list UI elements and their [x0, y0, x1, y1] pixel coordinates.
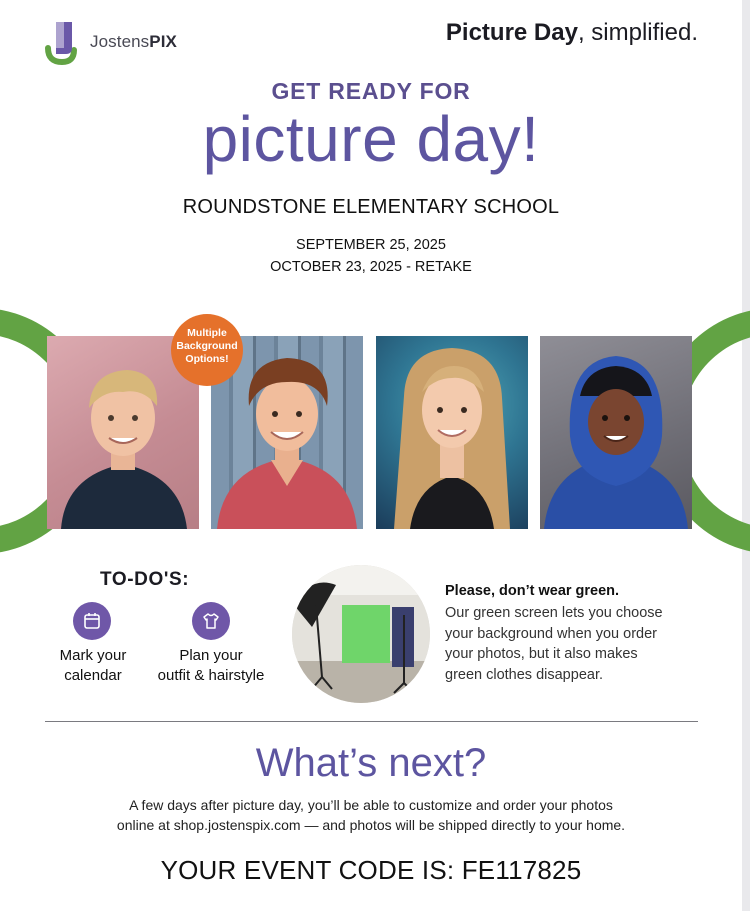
section-divider — [45, 721, 698, 722]
no-green-explanation: Our green screen lets you choose your background when you order your photos, but it also makes green clothes disappear. — [445, 605, 663, 683]
jostens-logo-icon — [42, 18, 82, 66]
picture-date: SEPTEMBER 25, 2025 — [296, 237, 446, 253]
school-name: ROUNDSTONE ELEMENTARY SCHOOL — [182, 196, 560, 218]
student-portrait-4 — [540, 336, 692, 529]
todo-heading: TO-DO'S: — [100, 569, 190, 590]
studio-setup-icon — [292, 565, 430, 703]
no-green-heading: Please, don’t wear green. — [445, 583, 620, 599]
green-screen-studio-photo — [292, 565, 430, 703]
calendar-icon — [73, 602, 111, 640]
shirt-icon — [192, 602, 230, 640]
student-portrait-3 — [376, 336, 528, 529]
page-title: picture day! — [202, 103, 540, 175]
logo-wordmark: JostensPIX — [90, 32, 177, 51]
student-photo-3 — [376, 336, 528, 529]
todo-item-outfit: Plan your outfit & hairstyle — [157, 647, 265, 684]
event-code: YOUR EVENT CODE IS: FE117825 — [160, 855, 582, 885]
student-photo-4 — [540, 336, 692, 529]
retake-date: OCTOBER 23, 2025 - RETAKE — [270, 259, 472, 275]
kicker-heading: GET READY FOR — [271, 78, 471, 104]
jostens-pix-logo — [42, 18, 242, 68]
background-options-badge: Multiple Background Options! — [171, 314, 243, 386]
tagline: Picture Day, simplified. — [445, 19, 698, 46]
whats-next-heading: What’s next? — [255, 741, 487, 785]
todo-item-calendar: Mark your calendar — [59, 647, 127, 684]
whats-next-body: A few days after picture day, you’ll be able to customize and order your photos online at shop.jostenspix.com — and photos will be shipped directly to your home. — [116, 797, 626, 833]
